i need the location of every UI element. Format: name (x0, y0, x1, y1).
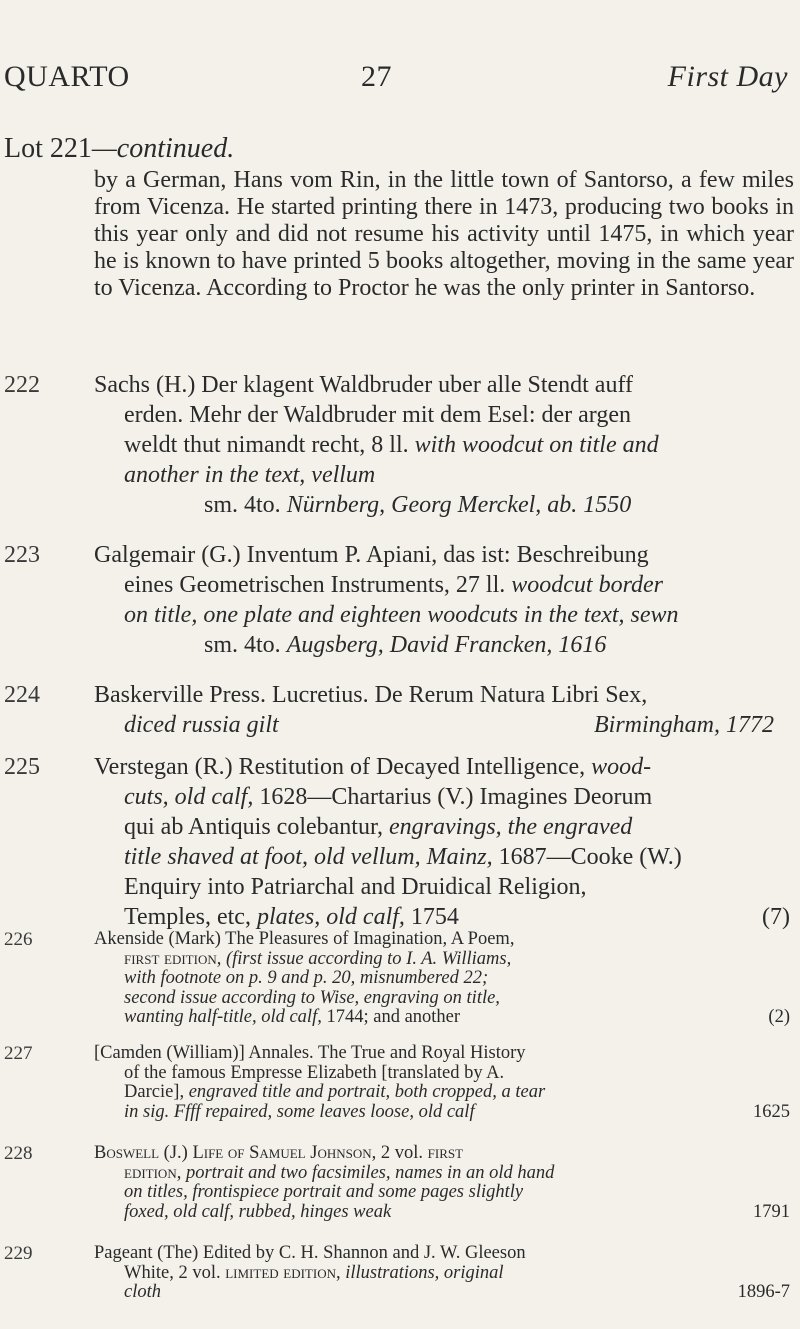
lot-description (94, 1044, 794, 1122)
lot-text-italic: title shaved at foot, old vellum, Mainz, (124, 844, 493, 870)
lot-text: 1744; and another (326, 1007, 461, 1027)
lot-text-italic: woodcut border (511, 572, 664, 598)
lot-date: 1896-7 (737, 1282, 790, 1302)
lot-line: Enquiry into Patriarchal and Druidical Religion, (124, 874, 587, 900)
lot-number: 224 (4, 682, 40, 708)
lot-text: White, 2 vol. (124, 1262, 221, 1283)
lot-line (94, 902, 794, 932)
lot-text: Darcie], (124, 1082, 185, 1102)
lot-line: [Camden (William)] Annales. The True and Royal History (94, 1043, 526, 1063)
lot-line (94, 490, 794, 520)
lot-text-italic: portrait and two facsimiles, names in an old hand (185, 1162, 555, 1183)
lot-edition: first (427, 1143, 464, 1163)
lot-text: 2 vol. (380, 1143, 424, 1163)
lot-line (94, 1264, 794, 1284)
lot-line (94, 570, 794, 600)
lot-line (94, 1083, 794, 1103)
lot-date: 1625 (753, 1101, 790, 1122)
lot-line (94, 1008, 794, 1028)
lot-text-italic: engravings, the engraved (389, 814, 633, 840)
lot-edition: limited edition, (225, 1262, 341, 1283)
continued-suffix: —continued. (91, 133, 235, 164)
lot-line (94, 782, 794, 812)
lot-number: 226 (4, 929, 33, 950)
page-number: 27 (361, 60, 392, 93)
lot-line (94, 752, 794, 782)
lot-line (94, 1144, 794, 1164)
lot-text-italic: in sig. Ffff repaired, some leaves loose, old calf (124, 1101, 475, 1122)
lot-description (94, 540, 794, 660)
lot-text-italic: plates, old calf, (256, 904, 405, 930)
lot-imprint: Birmingham, 1772 (594, 712, 774, 738)
lot-text: Temples, etc, (124, 904, 251, 930)
lot-line (94, 710, 794, 740)
lot-text: qui ab Antiquis colebantur, (124, 814, 383, 840)
lot-221-text: by a German, Hans vom Rin, in the little town of Santorso, a few miles from Vicenza. He started printing there in 1473, producing two books in this year only and did not resume his activity until 1475, in which year he is known to have printed 5 books altogether, moving in the same year to Vicenza. According to Proctor he was the only printer in Santorso. (94, 167, 794, 301)
lot-format: sm. 4to. (204, 492, 281, 518)
lot-221-label: Lot 221 (4, 133, 92, 164)
lot-line: Sachs (H.) Der klagent Waldbruder uber alle Stendt auff (94, 372, 634, 398)
lot-number: 229 (4, 1243, 33, 1264)
lot-description (94, 1244, 794, 1303)
lot-text-italic: illustrations, original (345, 1262, 504, 1283)
running-head (4, 60, 796, 100)
lot-line (94, 430, 794, 460)
lot-description (94, 680, 794, 740)
lot-date: 1791 (753, 1201, 790, 1222)
lot-text-italic: (first issue according to I. A. Williams, (225, 948, 512, 969)
lot-binding: diced russia gilt (124, 712, 279, 738)
lot-text-italic: on titles, frontispiece portrait and some pages slightly (124, 1182, 524, 1202)
lot-author-title: Boswell (J.) Life of Samuel Johnson, (94, 1143, 377, 1163)
lot-text-italic: engraved title and portrait, both cropped, a tear (188, 1082, 546, 1102)
lot-count: (2) (768, 1007, 790, 1027)
lot-line: Akenside (Mark) The Pleasures of Imagination, A Poem, (94, 929, 515, 949)
lot-description (94, 752, 794, 932)
lot-line (94, 1203, 794, 1223)
lot-number: 222 (4, 372, 40, 398)
lot-edition: edition, (124, 1162, 182, 1183)
lot-line: another in the text, vellum (124, 462, 376, 488)
lot-count: (7) (762, 904, 790, 930)
lot-line: with footnote on p. 9 and p. 20, misnumbered 22; (124, 968, 489, 988)
lot-line: erden. Mehr der Waldbruder mit dem Esel: der argen (124, 402, 631, 428)
running-head-day: First Day (667, 60, 788, 93)
lot-text-italic: foxed, old calf, rubbed, hinges weak (124, 1201, 392, 1222)
lot-number: 227 (4, 1043, 33, 1064)
lot-description (94, 930, 794, 1028)
lot-text-italic: with woodcut on title and (414, 432, 659, 458)
lot-text-italic: cloth (124, 1282, 161, 1302)
lot-221-heading (4, 133, 234, 165)
lot-text-italic: wood- (591, 754, 652, 780)
running-head-format: QUARTO (4, 60, 130, 93)
lot-line: Baskerville Press. Lucretius. De Rerum Natura Libri Sex, (94, 682, 648, 708)
lot-line: second issue according to Wise, engraving on title, (124, 987, 500, 1008)
lot-line (94, 1164, 794, 1184)
lot-line (94, 1283, 794, 1303)
lot-text: Pageant (The) Edited by C. H. Shannon and J. W. Gleeson (94, 1243, 526, 1263)
lot-text: weldt thut nimandt recht, 8 ll. (124, 432, 409, 458)
lot-line: of the famous Empresse Elizabeth [translated by A. (124, 1062, 505, 1083)
lot-text-italic: wanting half-title, old calf, (124, 1007, 322, 1027)
lot-line: Galgemair (G.) Inventum P. Apiani, das ist: Beschreibung (94, 542, 649, 568)
lot-line (94, 630, 794, 660)
lot-text-italic: cuts, old calf, (124, 784, 254, 810)
lot-number: 228 (4, 1143, 33, 1164)
lot-date: 1754 (410, 904, 459, 930)
lot-number: 225 (4, 754, 40, 780)
lot-description (94, 1144, 794, 1222)
lot-line (94, 812, 794, 842)
lot-number: 223 (4, 542, 40, 568)
lot-line (94, 1183, 794, 1203)
lot-line (94, 950, 794, 970)
lot-line: on title, one plate and eighteen woodcuts in the text, sewn (124, 602, 679, 628)
lot-line (94, 1103, 794, 1123)
lot-line (94, 1244, 794, 1264)
lot-text: eines Geometrischen Instruments, 27 ll. (124, 572, 506, 598)
lot-text: 1628—Chartarius (V.) Imagines Deorum (259, 784, 653, 810)
lot-imprint: Nürnberg, Georg Merckel, ab. 1550 (286, 492, 632, 518)
lot-text: Verstegan (R.) Restitution of Decayed Intelligence, (94, 754, 586, 780)
lot-format: sm. 4to. (204, 632, 281, 658)
lot-line (94, 842, 794, 872)
lot-edition: first edition, (124, 948, 222, 969)
lot-text: 1687—Cooke (W.) (498, 844, 682, 870)
lot-imprint: Augsberg, David Francken, 1616 (286, 632, 607, 658)
lot-description (94, 370, 794, 520)
